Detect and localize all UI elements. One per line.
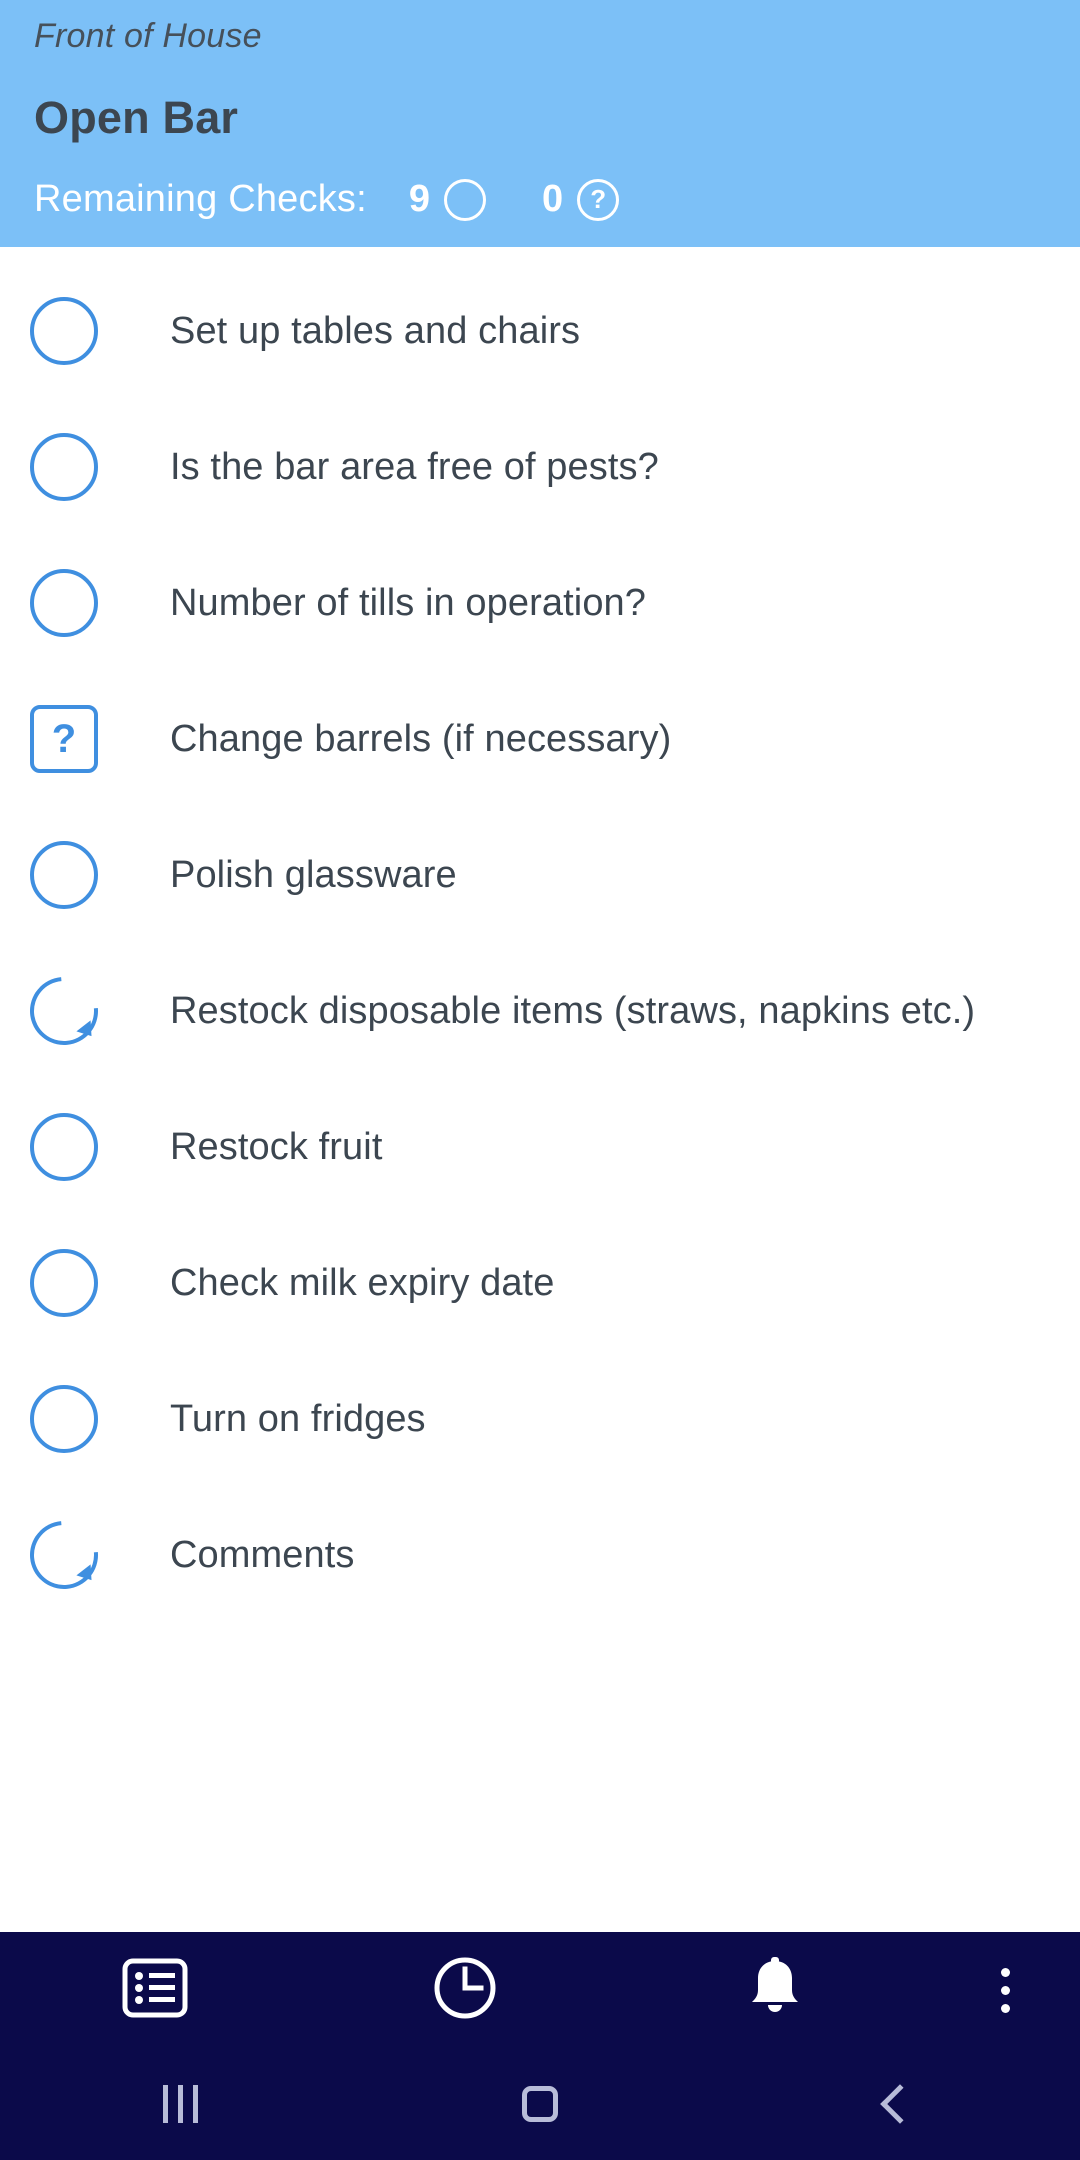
- list-item[interactable]: [0, 535, 1080, 671]
- list-item-label: Comments: [170, 1534, 355, 1577]
- system-recents-button[interactable]: [0, 2085, 360, 2123]
- list-item[interactable]: [0, 807, 1080, 943]
- unchecked-circle-icon[interactable]: [30, 433, 98, 501]
- list-item-label: Restock disposable items (straws, napkins etc.): [170, 990, 976, 1033]
- remaining-checks-label: Remaining Checks:: [34, 178, 367, 221]
- kebab-menu-icon[interactable]: [1001, 1968, 1010, 2013]
- list-item[interactable]: [0, 1487, 1080, 1623]
- list-item[interactable]: [0, 943, 1080, 1079]
- unchecked-circle-icon[interactable]: [30, 1385, 98, 1453]
- question-mark-icon: ?: [577, 179, 619, 221]
- home-icon[interactable]: [522, 2086, 558, 2122]
- unchecked-circle-icon[interactable]: [30, 1249, 98, 1317]
- status-toggle[interactable]: [30, 1521, 170, 1589]
- back-icon[interactable]: [880, 2084, 920, 2124]
- status-toggle[interactable]: [30, 297, 170, 365]
- list-item[interactable]: [0, 399, 1080, 535]
- system-navigation-bar: [0, 2048, 1080, 2160]
- status-toggle[interactable]: [30, 977, 170, 1045]
- list-item-label: Restock fruit: [170, 1126, 383, 1169]
- remaining-question-count: 0: [542, 178, 564, 221]
- refresh-circle-icon[interactable]: [30, 977, 98, 1045]
- breadcrumb: Front of House: [34, 17, 262, 55]
- nav-notifications[interactable]: [620, 1932, 930, 2048]
- open-circle-icon: [444, 179, 486, 221]
- system-home-button[interactable]: [360, 2086, 720, 2122]
- list-item[interactable]: [0, 1215, 1080, 1351]
- list-item-label: Polish glassware: [170, 854, 457, 897]
- checklist: [0, 247, 1080, 1932]
- list-item-label: Number of tills in operation?: [170, 582, 647, 625]
- checklist-icon[interactable]: [122, 1958, 188, 2023]
- list-item[interactable]: [0, 1351, 1080, 1487]
- list-item-label: Check milk expiry date: [170, 1262, 555, 1305]
- refresh-circle-icon[interactable]: [30, 1521, 98, 1589]
- nav-history[interactable]: [310, 1932, 620, 2048]
- question-box-icon[interactable]: ?: [30, 705, 98, 773]
- remaining-open-count: 9: [408, 178, 431, 221]
- list-item-label: Set up tables and chairs: [170, 310, 581, 353]
- status-toggle[interactable]: [30, 705, 170, 773]
- status-toggle[interactable]: [30, 1385, 170, 1453]
- list-item[interactable]: [0, 263, 1080, 399]
- page-header: [0, 0, 1080, 247]
- status-toggle[interactable]: [30, 1249, 170, 1317]
- remaining-checks-row: [34, 178, 1046, 221]
- page-title: Open Bar: [34, 92, 239, 144]
- clock-icon[interactable]: [433, 1956, 497, 2025]
- list-item-label: Change barrels (if necessary): [170, 718, 672, 761]
- recents-icon[interactable]: [163, 2085, 198, 2123]
- nav-checklist[interactable]: [0, 1932, 310, 2048]
- list-item[interactable]: [0, 671, 1080, 807]
- system-back-button[interactable]: [720, 2090, 1080, 2118]
- unchecked-circle-icon[interactable]: [30, 297, 98, 365]
- list-item[interactable]: [0, 1079, 1080, 1215]
- nav-more-options[interactable]: [930, 1932, 1080, 2048]
- bottom-navigation-bar: [0, 1932, 1080, 2048]
- bell-icon[interactable]: [746, 1957, 804, 2024]
- status-toggle[interactable]: [30, 433, 170, 501]
- remaining-open-group: [409, 178, 486, 221]
- unchecked-circle-icon[interactable]: [30, 841, 98, 909]
- list-item-label: Is the bar area free of pests?: [170, 446, 659, 489]
- list-item-label: Turn on fridges: [170, 1398, 426, 1441]
- status-toggle[interactable]: [30, 1113, 170, 1181]
- status-toggle[interactable]: [30, 841, 170, 909]
- remaining-question-group: [542, 178, 619, 221]
- unchecked-circle-icon[interactable]: [30, 569, 98, 637]
- unchecked-circle-icon[interactable]: [30, 1113, 98, 1181]
- status-toggle[interactable]: [30, 569, 170, 637]
